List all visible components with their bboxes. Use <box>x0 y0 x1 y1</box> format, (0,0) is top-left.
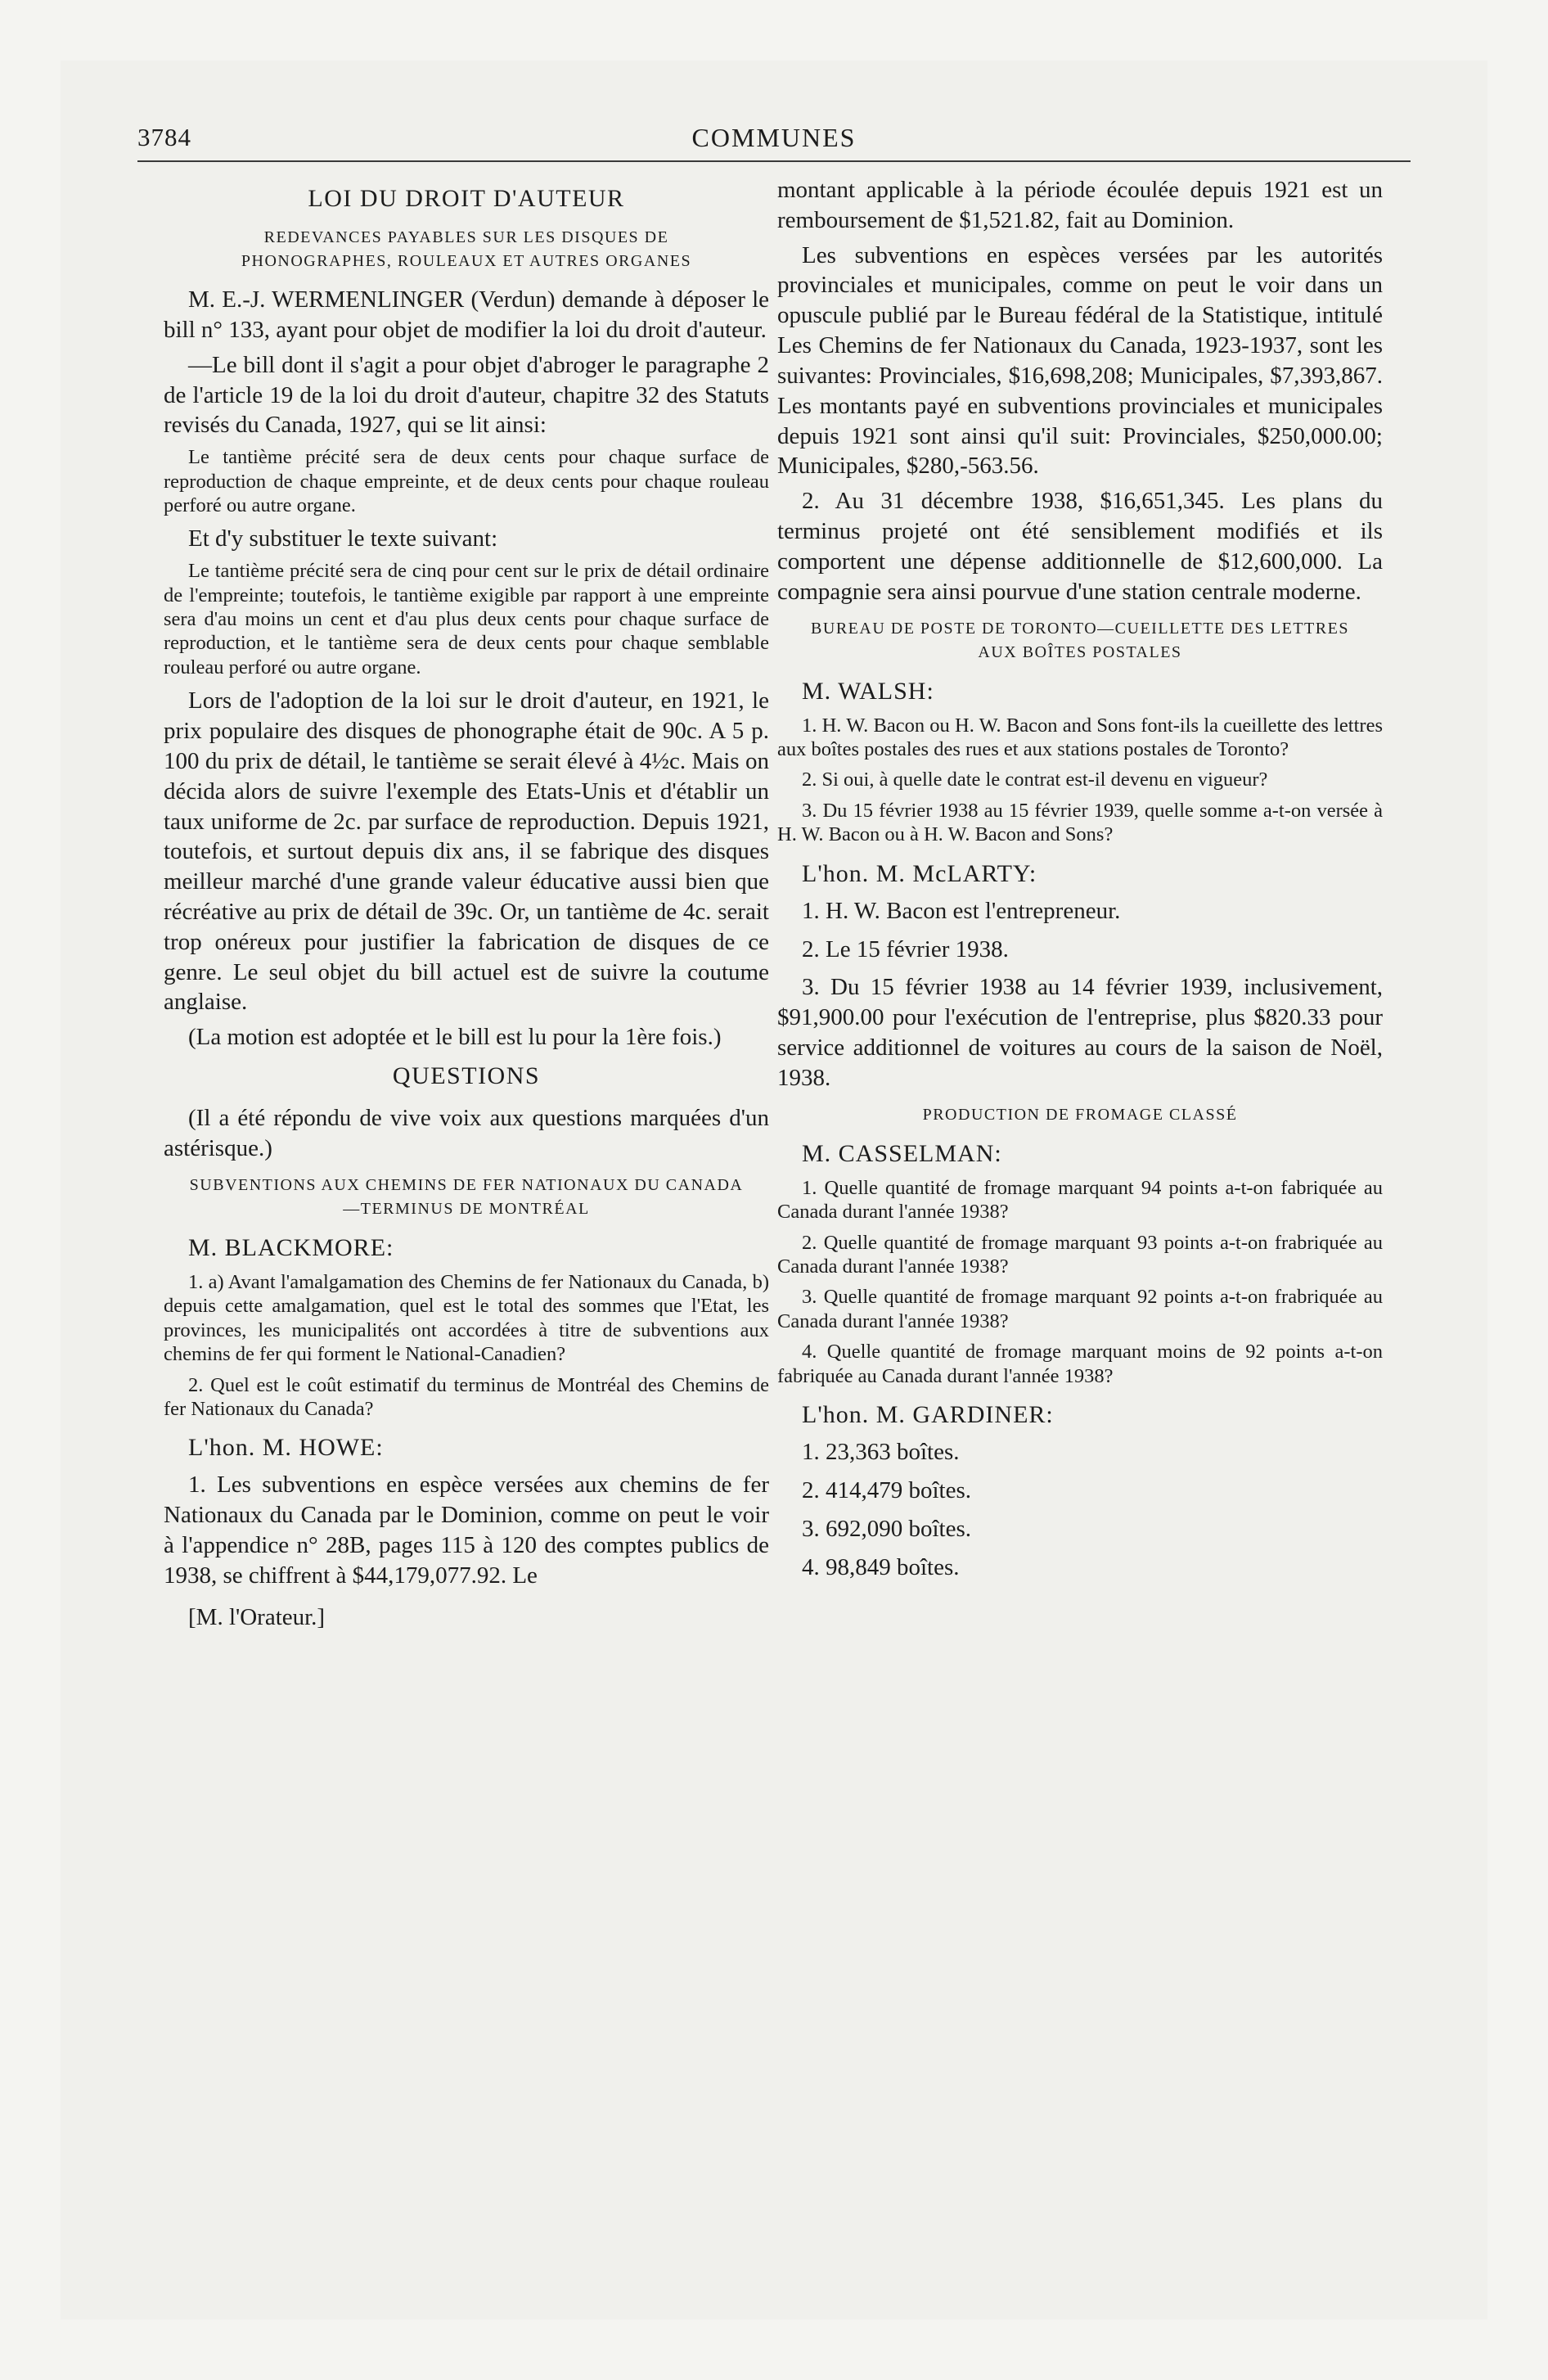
speaker-name: M. CASSELMAN: <box>802 1139 1002 1167</box>
question-text: 2. Si oui, à quelle date le contrat est-il devenu en vigueur? <box>802 769 1268 791</box>
answers-list <box>777 896 1383 1093</box>
paragraph: 2. Au 31 décembre 1938, $16,651,345. Les plans du terminus projeté ont été sensiblement modifiés et ils comportent une dépense additionnelle de $12,600,000. La compagnie sera ainsi pourvue d'une station centrale moderne. <box>777 488 1383 605</box>
right-column <box>777 175 1383 1590</box>
left-column <box>164 175 769 1638</box>
answers-list <box>777 1437 1383 1582</box>
paragraph: Lors de l'adoption de la loi sur le droit d'auteur, en 1921, le prix populaire des disques de phonographe était de 90c. A 5 p. 100 du prix de détail, le tantième se serait élevé à 4½c. Mais on décida alors de suivre l'exemple des Etats-Unis et d'établir un taux uniforme de 2c. par surface de reproduction. Depuis 1921, toutefois, et surtout depuis dix ans, il se fabrique des disques meilleur marché d'une grande valeur éducative aussi bien que récréative au prix de détail de 39c. Or, un tantième de 4c. serait trop onéreux pour justifier la fabrication de disques de ce genre. Le seul objet du bill actuel est de suivre la coutume anglaise. <box>164 687 769 1016</box>
answer-item: 1. 23,363 boîtes. <box>802 1439 960 1466</box>
section-title: LOI DU DROIT D'AUTEUR <box>308 185 625 212</box>
question-text: 1. a) Avant l'amalgamation des Chemins de fer Nationaux du Canada, b) depuis cette amalgamation, quel est le total des sommes que l'Etat, les provinces, les municipalités ont accordées à titre de subventions aux chemins de fer qui forment le National-Canadien? <box>164 1270 769 1366</box>
questions-title: QUESTIONS <box>392 1062 541 1090</box>
running-head: COMMUNES <box>691 123 857 152</box>
answer-item: 1. H. W. Bacon est l'entrepreneur. <box>802 897 1121 924</box>
paragraph: montant applicable à la période écoulée depuis 1921 est un remboursement de $1,521.82, fait au Dominion. <box>777 177 1383 233</box>
quoted-text: Le tantième précité sera de deux cents pour chaque surface de reproduction de chaque empreinte, et de deux cents pour chaque rouleau perforé ou autre organe. <box>164 446 769 517</box>
paragraph: M. E.-J. WERMENLINGER (Verdun) demande à déposer le bill n° 133, ayant pour objet de modifier la loi du droit d'auteur. <box>164 286 769 343</box>
question-text: 1. Quelle quantité de fromage marquant 94 points a-t-on fabriquée au Canada durant l'année 1938? <box>777 1176 1383 1224</box>
page-footer: [M. l'Orateur.] <box>188 1603 326 1630</box>
header-rule <box>137 160 1411 162</box>
answer-item: 2. Le 15 février 1938. <box>802 935 1009 962</box>
question-text: 2. Quel est le coût estimatif du terminus de Montréal des Chemins de fer Nationaux du Canada? <box>164 1373 769 1420</box>
paragraph: (La motion est adoptée et le bill est lu pour la 1ère fois.) <box>188 1024 722 1051</box>
speaker-name: L'hon. M. McLARTY: <box>802 859 1037 887</box>
paragraph: Les subventions en espèces versées par les autorités provinciales et municipales, comme on peut le voir dans un opuscule publié par le Bureau fédéral de la Statistique, intitulé Les Chemins de fer Nationaux du Canada, 1923-1937, sont les suivantes: Provinciales, $16,698,208; Municipales, $7,393,867. Les montants payé en subventions provinciales et municipales depuis 1921 sont ainsi qu'il suit: Provinciales, $250,000.00; Municipales, $280,-563.56. <box>777 241 1383 480</box>
section-subtitle: SUBVENTIONS AUX CHEMINS DE FER NATIONAUX DU CANADA—TERMINUS DE MONTRÉAL <box>189 1175 744 1218</box>
paragraph: (Il a été répondu de vive voix aux questions marquées d'un astérisque.) <box>164 1105 769 1162</box>
speaker-name: L'hon. M. GARDINER: <box>802 1400 1054 1428</box>
question-text: 3. Quelle quantité de fromage marquant 92 points a-t-on frabriquée au Canada durant l'année 1938? <box>777 1286 1383 1332</box>
paragraph: 1. Les subventions en espèce versées aux chemins de fer Nationaux du Canada par le Dominion, comme on peut le voir à l'appendice n° 28B, pages 115 à 120 des comptes publics de 1938, se chiffrent à $44,179,077.92. Le <box>164 1472 769 1589</box>
paragraph: Et d'y substituer le texte suivant: <box>188 525 498 552</box>
paragraph: —Le bill dont il s'agit a pour objet d'abroger le paragraphe 2 de l'article 19 de la loi du droit d'auteur, chapitre 32 des Statuts revisés du Canada, 1927, qui se lit ainsi: <box>164 351 769 439</box>
page-number: 3784 <box>137 123 191 151</box>
question-text: 4. Quelle quantité de fromage marquant moins de 92 points a-t-on fabriquée au Canada durant l'année 1938? <box>777 1341 1383 1387</box>
question-text: 2. Quelle quantité de fromage marquant 93 points a-t-on frabriquée au Canada durant l'année 1938? <box>777 1231 1383 1278</box>
page-header <box>137 123 1411 159</box>
speaker-name: M. BLACKMORE: <box>188 1233 394 1261</box>
question-text: 3. Du 15 février 1938 au 15 février 1939, quelle somme a-t-on versée à H. W. Bacon ou à H. W. Bacon and Sons? <box>777 799 1383 846</box>
answer-item: 3. 692,090 boîtes. <box>802 1515 972 1542</box>
section-subtitle: PRODUCTION DE FROMAGE CLASSÉ <box>922 1105 1238 1124</box>
speaker-name: M. WALSH: <box>802 677 934 705</box>
question-text: 1. H. W. Bacon ou H. W. Bacon and Sons font-ils la cueillette des lettres aux boîtes postales des rues et aux stations postales de Toronto? <box>777 714 1383 761</box>
section-subtitle: BUREAU DE POSTE DE TORONTO—CUEILLETTE DES LETTRES AUX BOÎTES POSTALES <box>811 619 1349 661</box>
quoted-text: Le tantième précité sera de cinq pour cent sur le prix de détail ordinaire de l'empreinte; toutefois, le tantième exigible par rapport à une empreinte sera d'au moins un cent et d'au plus deux cents pour chaque surface de reproduction, et le tantième sera de deux cents pour chaque semblable rouleau perforé ou autre organe. <box>164 560 769 678</box>
answer-item: 4. 98,849 boîtes. <box>802 1553 960 1580</box>
answer-item: 3. Du 15 février 1938 au 14 février 1939, inclusivement, $91,900.00 pour l'exécution de l'entreprise, plus $820.33 pour service additionnel de voitures au cours de la saison de Noël, 1938. <box>777 974 1383 1091</box>
speaker-name: L'hon. M. HOWE: <box>188 1434 384 1462</box>
section-subtitle: REDEVANCES PAYABLES SUR LES DISQUES DE PHONOGRAPHES, ROULEAUX ET AUTRES ORGANES <box>241 228 692 271</box>
answer-item: 2. 414,479 boîtes. <box>802 1476 972 1503</box>
